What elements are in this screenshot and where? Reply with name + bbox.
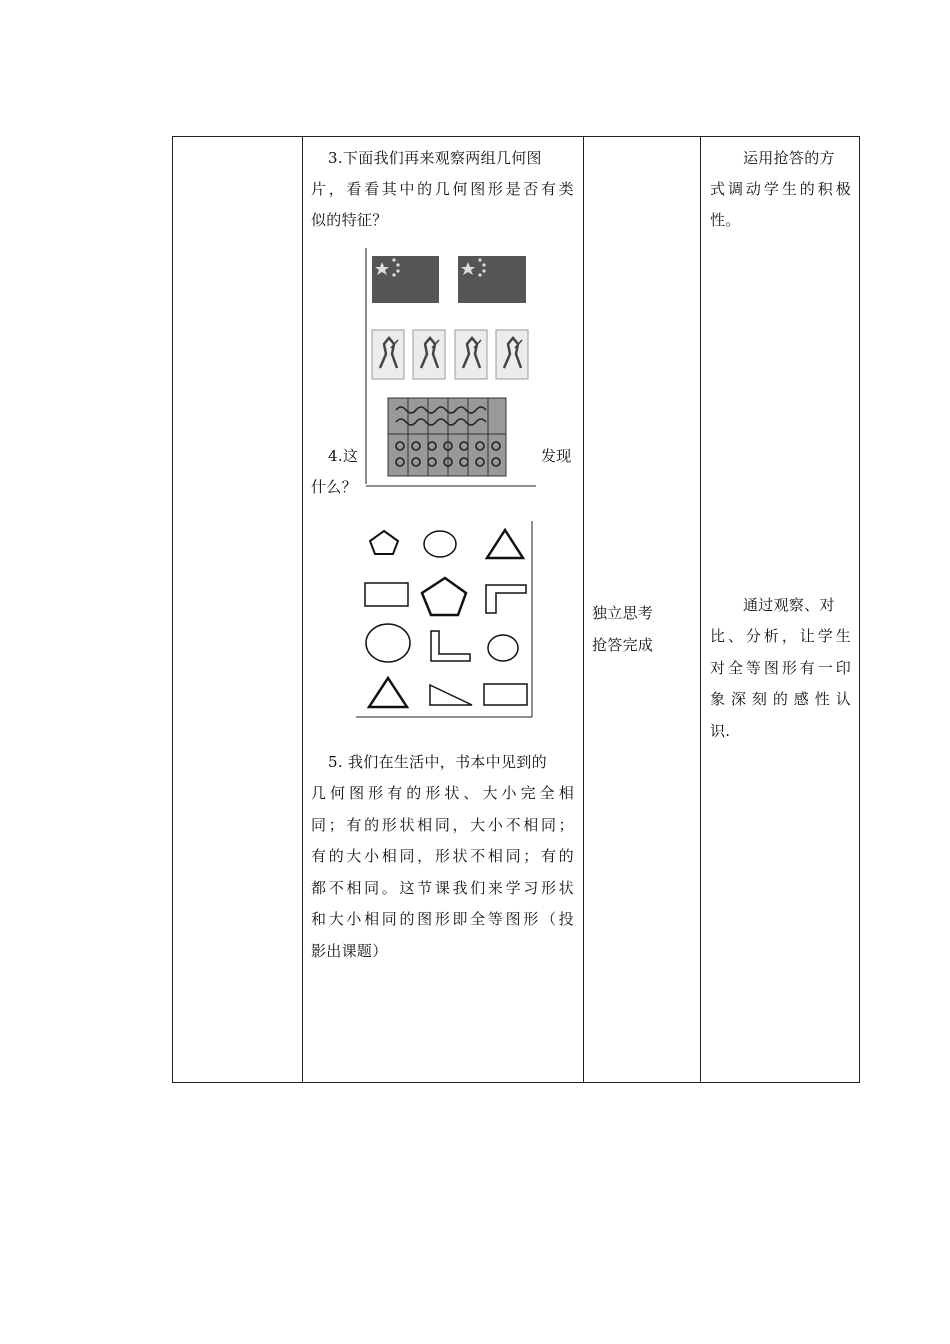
- ellipse-shape: [366, 624, 410, 662]
- item4-line2: 什么？: [311, 478, 357, 496]
- right-triangle-shape: [430, 685, 472, 705]
- intent2-line1: 通过观察、对: [743, 596, 835, 614]
- pentagon-shape: [370, 531, 398, 554]
- item3-line3: 似的特征？: [311, 211, 388, 229]
- intent1-line3: 性。: [710, 211, 741, 229]
- item5-line2: 几何图形有的形状、大小完全相: [311, 784, 574, 802]
- pattern-panel-image: [388, 398, 506, 476]
- item5-line7: 影出课题）: [311, 942, 388, 960]
- similar-shapes-figure: [364, 246, 542, 490]
- item4-suffix: 发现: [541, 447, 572, 465]
- stamp-row: [372, 330, 528, 379]
- item5-line6: 和大小相同的图形即全等图形（投: [311, 910, 574, 928]
- item5-line1: 5. 我们在生活中，书本中见到的: [328, 753, 547, 771]
- item5-line4: 有的大小相同，形状不相同；有的: [311, 847, 574, 865]
- flag-image-2: [458, 256, 526, 303]
- activity-line1: 独立思考: [592, 604, 654, 622]
- column-divider: [583, 137, 584, 1082]
- geometric-shapes-figure: [354, 521, 534, 721]
- rectangle-shape: [365, 583, 408, 606]
- intent2-line3: 对全等图形有一印: [710, 659, 851, 677]
- flag-image-1: [372, 256, 439, 303]
- intent2-line5: 识.: [710, 722, 731, 740]
- rectangle-shape: [484, 684, 527, 705]
- column-divider: [700, 137, 701, 1082]
- triangle-shape: [369, 678, 407, 707]
- intent1-line2: 式调动学生的积极: [710, 180, 851, 198]
- ellipse-shape: [488, 635, 518, 661]
- item3-line1: 3.下面我们再来观察两组几何图: [328, 149, 542, 167]
- item4-prefix: 4.这: [328, 447, 359, 465]
- l-shape: [431, 631, 470, 661]
- item5-line3: 同；有的形状相同，大小不相同；: [311, 816, 574, 834]
- item5-line5: 都不相同。这节课我们来学习形状: [311, 879, 574, 897]
- pentagon-shape: [422, 578, 466, 615]
- triangle-shape: [487, 530, 523, 558]
- l-shape: [486, 585, 526, 613]
- intent1-line1: 运用抢答的方: [743, 149, 835, 167]
- column-divider: [302, 137, 303, 1082]
- item3-line2: 片，看看其中的几何图形是否有类: [311, 180, 574, 198]
- intent2-line2: 比、分析，让学生: [710, 627, 851, 645]
- ellipse-shape: [424, 531, 456, 557]
- activity-line2: 抢答完成: [592, 636, 654, 654]
- intent2-line4: 象深刻的感性认: [710, 690, 851, 708]
